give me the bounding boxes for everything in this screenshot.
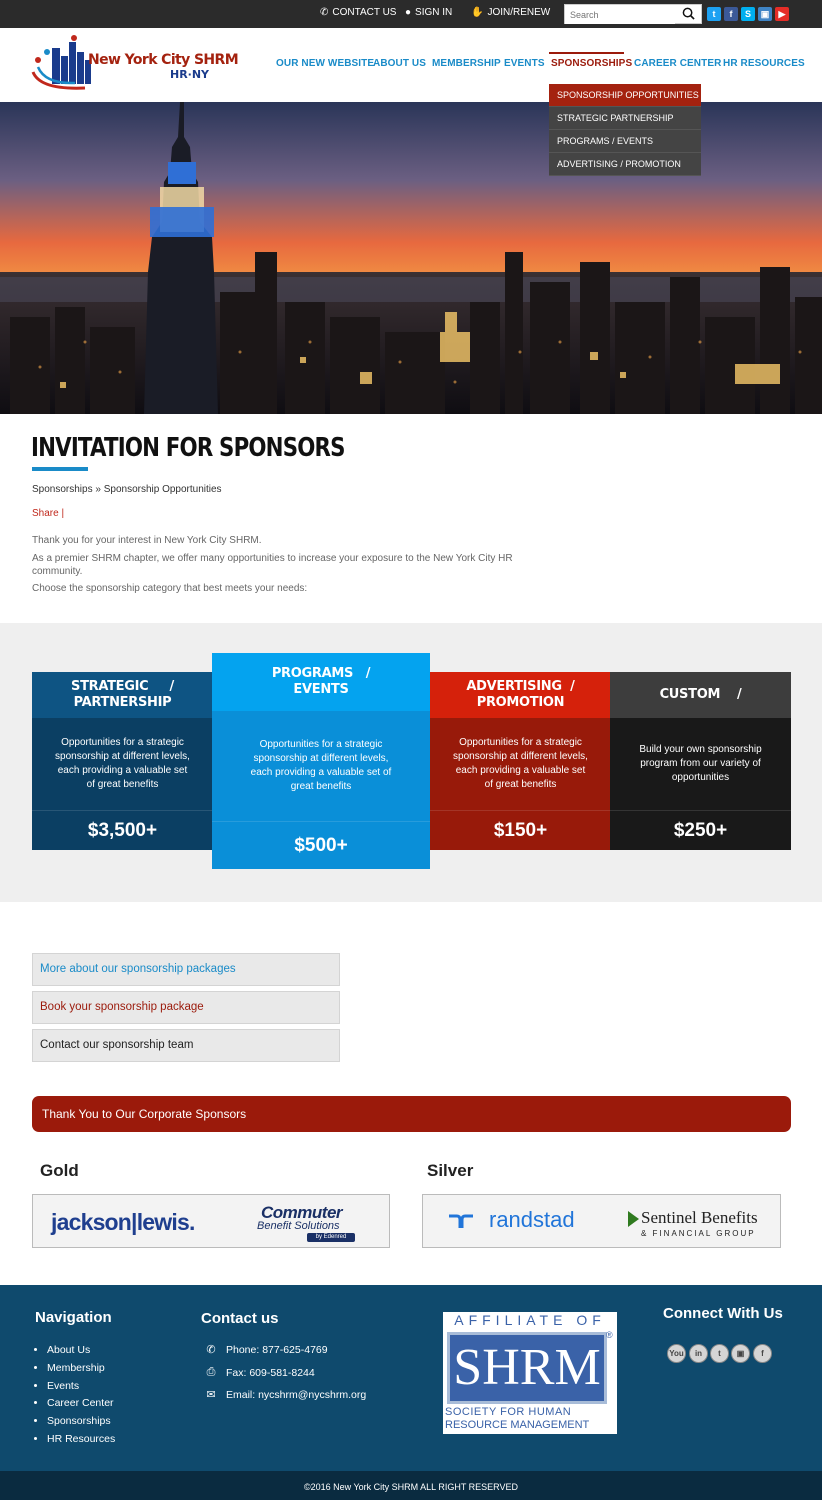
silver-sponsors-box (422, 1194, 781, 1248)
intro-paragraph-2: As a premier SHRM chapter, we offer many opportunities to increase your exposure to the New York City HR community. (32, 553, 513, 577)
package-title: PROGRAMS / EVENTS (212, 653, 430, 711)
package-strategic-partnership[interactable] (32, 672, 213, 850)
edenred-badge: by Edenred (307, 1233, 355, 1242)
package-description: Build your own sponsorship program from our variety of opportunities (610, 718, 791, 810)
join-renew-link[interactable]: ✋ JOIN/RENEW (471, 7, 551, 18)
book-package-link[interactable]: Book your sponsorship package (32, 991, 340, 1024)
footer-link-career-center[interactable]: • Career Center (47, 1395, 115, 1413)
footer-connect-heading: Connect With Us (663, 1305, 783, 1322)
phone-icon: ✆ (320, 7, 329, 18)
footer-email[interactable]: ✉ Email: nycshrm@nycshrm.org (204, 1388, 366, 1401)
footer-fax: ⎙ Fax: 609-581-8244 (204, 1366, 315, 1379)
dropdown-strategic-partnership[interactable]: STRATEGIC PARTNERSHIP (549, 107, 701, 130)
shrm-affiliate-logo[interactable]: AFFILIATE OF SHRM ® SOCIETY FOR HUMAN RESOURCE MANAGEMENT (443, 1312, 617, 1434)
contact-team-link[interactable]: Contact our sponsorship team (32, 1029, 340, 1062)
footer-phone: ✆ Phone: 877-625-4769 (204, 1343, 328, 1356)
footer-link-about-us[interactable]: • About Us (47, 1342, 115, 1360)
instagram-icon[interactable]: ▣ (731, 1344, 750, 1363)
skype-icon[interactable]: S (741, 7, 755, 21)
contact-us-link[interactable]: ✆ CONTACT US (320, 7, 397, 18)
nav-events[interactable]: EVENTS (504, 58, 545, 69)
intro-paragraph-3: Choose the sponsorship category that best meets your needs: (32, 583, 308, 594)
package-advertising-promotion[interactable] (430, 672, 611, 850)
footer-link-events[interactable]: • Events (47, 1378, 115, 1396)
dropdown-programs-events[interactable]: PROGRAMS / EVENTS (549, 130, 701, 153)
nav-membership[interactable]: MEMBERSHIP (432, 58, 501, 69)
title-underline (32, 467, 88, 471)
package-custom[interactable] (610, 672, 791, 850)
sponsors-heading: Thank You to Our Corporate Sponsors (32, 1096, 791, 1132)
footer-link-hr-resources[interactable]: • HR Resources (47, 1431, 115, 1449)
nav-active-indicator (549, 52, 624, 54)
randstad-logo[interactable]: randstad (489, 1207, 575, 1232)
package-price: $500+ (212, 821, 430, 869)
user-icon: ● (405, 7, 412, 18)
footer-nav-heading: Navigation (35, 1309, 112, 1326)
nav-career-center[interactable]: CAREER CENTER (634, 58, 722, 69)
sign-in-link[interactable]: ● SIGN IN (405, 7, 453, 18)
nav-sponsorships[interactable]: SPONSORSHIPS (551, 58, 633, 69)
shrm-letters: SHRM (453, 1339, 601, 1396)
benefit-solutions-logo: Benefit Solutions (257, 1220, 340, 1232)
copyright-text: ©2016 New York City SHRM ALL RIGHT RESERVED (303, 1482, 519, 1492)
package-description: Opportunities for a strategic sponsorship at different levels, each providing a valuable set of great benefits (212, 711, 430, 821)
gold-tier-label: Gold (40, 1161, 79, 1180)
dropdown-sponsorship-opportunities[interactable]: SPONSORSHIP OPPORTUNITIES (549, 84, 701, 107)
commuter-logo[interactable]: Commuter (261, 1203, 343, 1222)
youtube-icon[interactable]: You (667, 1344, 686, 1363)
package-title: STRATEGIC / PARTNERSHIP (32, 672, 213, 718)
package-title: CUSTOM / (610, 672, 791, 718)
printer-icon: ⎙ (206, 1366, 216, 1378)
phone-icon: ✆ (206, 1344, 216, 1356)
nav-about-us[interactable]: ABOUT US (373, 58, 427, 69)
nav-hr-resources[interactable]: HR RESOURCES (723, 58, 805, 69)
jackson-lewis-logo[interactable]: jackson|lewis. (51, 1209, 195, 1235)
twitter-icon[interactable]: t (707, 7, 721, 21)
handshake-icon: ✋ (471, 7, 484, 18)
sponsorships-dropdown (549, 84, 701, 176)
package-price: $250+ (610, 810, 791, 850)
gold-sponsors-box (32, 1194, 390, 1248)
search-icon[interactable] (682, 7, 695, 20)
randstad-mark-icon (447, 1210, 475, 1232)
logo-title: New York City SHRM (88, 52, 239, 68)
facebook-icon[interactable]: f (724, 7, 738, 21)
package-programs-events[interactable] (212, 653, 430, 869)
site-logo[interactable] (30, 34, 239, 94)
logo-subtitle: HR·NY (170, 68, 210, 81)
search-input[interactable] (565, 6, 675, 24)
nav-our-new-website[interactable]: OUR NEW WEBSITE (276, 58, 375, 69)
package-price: $150+ (430, 810, 611, 850)
sentinel-benefits-logo[interactable]: Sentinel Benefits (641, 1208, 758, 1227)
breadcrumb[interactable]: Sponsorships » Sponsorship Opportunities (32, 484, 222, 495)
linkedin-icon[interactable]: in (689, 1344, 708, 1363)
page-title: INVITATION FOR SPONSORS (31, 433, 345, 463)
search-box (564, 4, 702, 24)
footer-contact-heading: Contact us (201, 1310, 279, 1327)
package-description: Opportunities for a strategic sponsorship at different levels, each providing a valuable set of great benefits (32, 718, 213, 810)
financial-group-text: & FINANCIAL GROUP (641, 1229, 756, 1238)
twitter-icon[interactable]: t (710, 1344, 729, 1363)
footer-nav-list (32, 1342, 115, 1449)
sentinel-arrow-icon (628, 1211, 639, 1227)
package-price: $3,500+ (32, 810, 213, 850)
footer-link-sponsorships[interactable]: • Sponsorships (47, 1413, 115, 1431)
footer-link-membership[interactable]: • Membership (47, 1360, 115, 1378)
silver-tier-label: Silver (427, 1161, 474, 1180)
youtube-icon[interactable]: ▶ (775, 7, 789, 21)
dropdown-advertising-promotion[interactable]: ADVERTISING / PROMOTION (549, 153, 701, 176)
package-title: ADVERTISING / PROMOTION (430, 672, 611, 718)
share-link[interactable]: Share | (32, 508, 65, 519)
intro-paragraph-1: Thank you for your interest in New York City SHRM. (32, 535, 262, 546)
facebook-icon[interactable]: f (753, 1344, 772, 1363)
envelope-icon: ✉ (206, 1389, 216, 1401)
more-about-packages-link[interactable]: More about our sponsorship packages (32, 953, 340, 986)
instagram-icon[interactable]: ▣ (758, 7, 772, 21)
package-description: Opportunities for a strategic sponsorship at different levels, each providing a valuable set of great benefits (430, 718, 611, 810)
